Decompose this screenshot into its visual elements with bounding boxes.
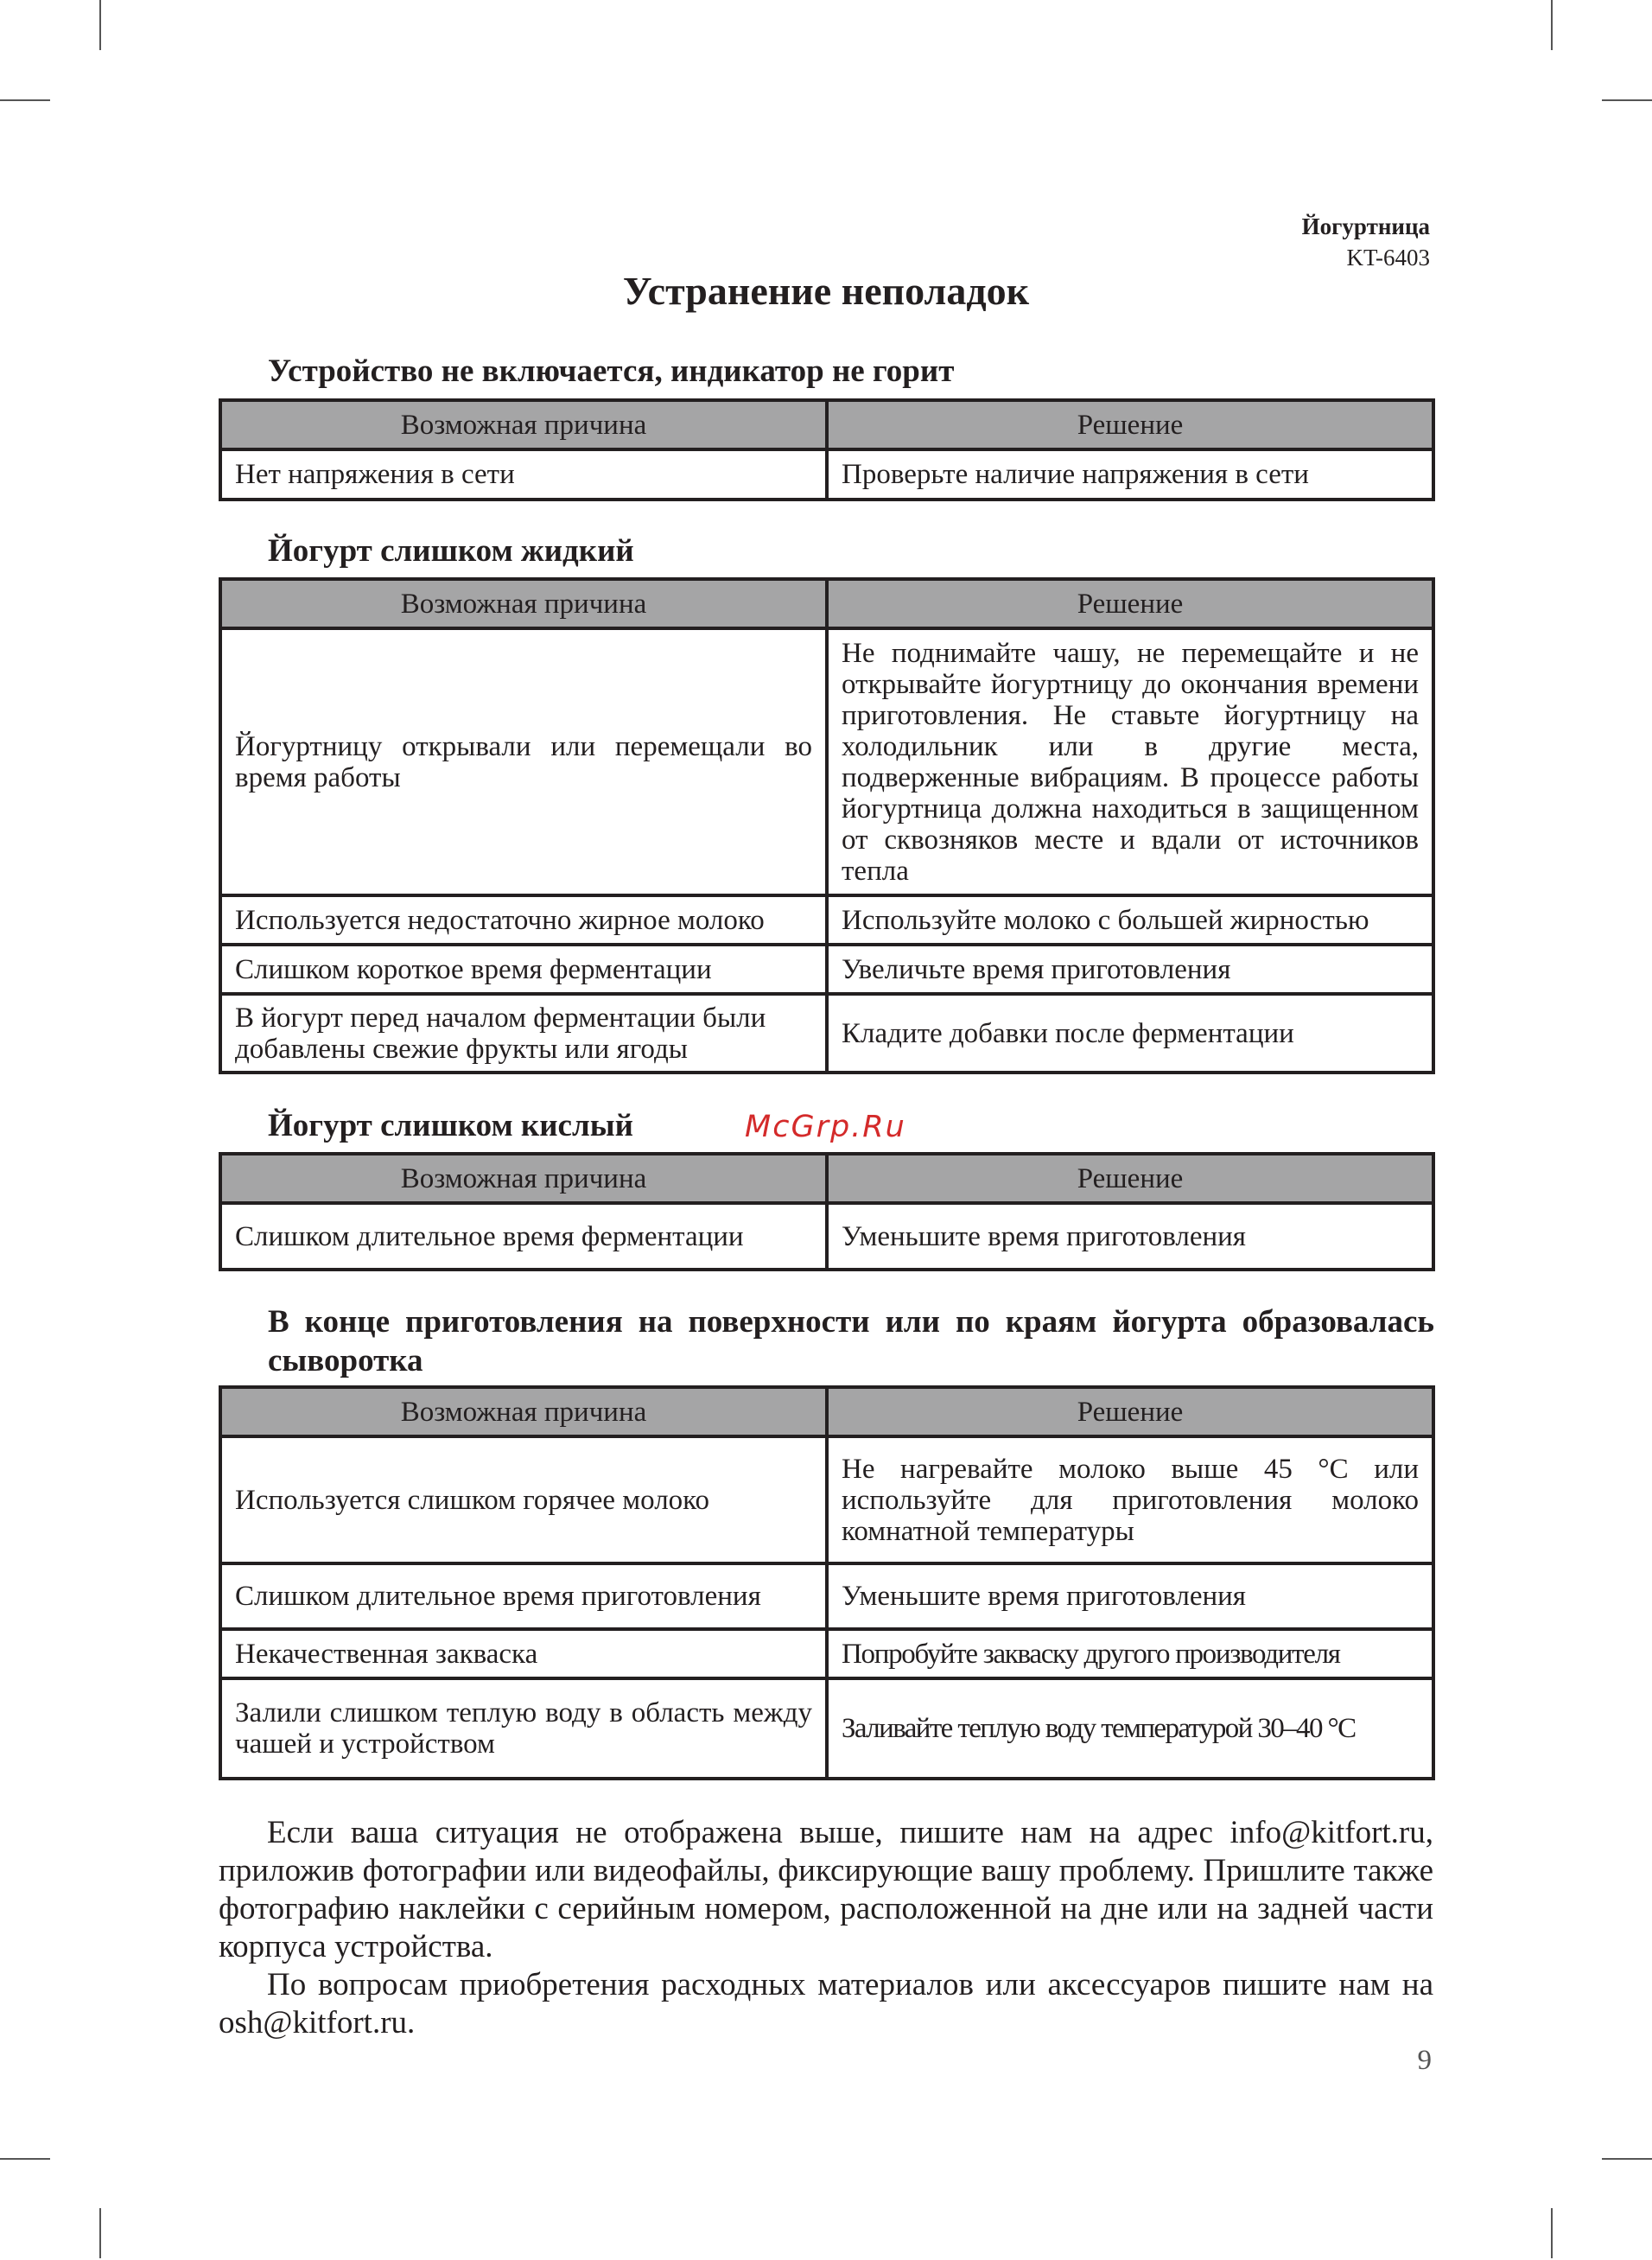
solution-cell: Уменьшите время приготовления [827, 1203, 1433, 1270]
cause-cell: Залили слишком теплую воду в область между чашей и устройством [220, 1678, 827, 1779]
column-header-cause: Возможная причина [220, 1154, 827, 1203]
table-row [220, 1678, 1433, 1779]
crop-mark [1602, 99, 1652, 101]
crop-mark [1602, 2158, 1652, 2160]
watermark-text: McGrp.Ru [745, 1110, 906, 1144]
crop-mark [0, 2158, 50, 2160]
cause-cell: Нет напряжения в сети [220, 449, 827, 500]
column-header-cause: Возможная причина [220, 579, 827, 628]
table-row [220, 945, 1433, 994]
solution-cell: Используйте молоко с большей жирностью [827, 895, 1433, 945]
cause-cell: Слишком короткое время ферментации [220, 945, 827, 994]
column-header-solution: Решение [827, 579, 1433, 628]
troubleshooting-table [219, 398, 1435, 501]
table-header-row [220, 400, 1433, 449]
solution-cell: Попробуйте закваску другого производителя [827, 1629, 1433, 1678]
table-row [220, 1436, 1433, 1563]
table-row [220, 1203, 1433, 1270]
cause-cell: Слишком длительное время ферментации [220, 1203, 827, 1270]
table-row [220, 449, 1433, 500]
column-header-cause: Возможная причина [220, 1387, 827, 1436]
troubleshooting-table [219, 577, 1435, 1074]
section-title: Йогурт слишком кислый [268, 1108, 633, 1143]
solution-cell: Увеличьте время приготовления [827, 945, 1433, 994]
table-row [220, 628, 1433, 895]
section-title: Йогурт слишком жидкий [268, 533, 634, 569]
crop-mark [1551, 2208, 1553, 2258]
solution-cell: Проверьте наличие напряжения в сети [827, 449, 1433, 500]
crop-mark [1551, 0, 1553, 50]
table-row [220, 1629, 1433, 1678]
troubleshooting-table [219, 1152, 1435, 1271]
contact-paragraph: Если ваша ситуация не отображена выше, пишите нам на адрес info@kitfort.ru, приложив фотографии или видеофайлы, фиксирующие вашу проблему. Пришлите также фотографию наклейки с серийным номером, расположенной на дне или на задней части корпуса устройства. [219, 1815, 1433, 1964]
cause-cell: Йогуртницу открывали или перемещали во время работы [220, 628, 827, 895]
cause-cell: Используется слишком горячее молоко [220, 1436, 827, 1563]
crop-mark [99, 2208, 101, 2258]
cause-cell: В йогурт перед началом ферментации были добавлены свежие фрукты или ягоды [220, 994, 827, 1073]
column-header-cause: Возможная причина [220, 400, 827, 449]
header-model: KT-6403 [1346, 245, 1430, 271]
table-row [220, 895, 1433, 945]
table-header-row [220, 1154, 1433, 1203]
table-row [220, 994, 1433, 1073]
table-header-row [220, 579, 1433, 628]
section-title: Устройство не включается, индикатор не горит [268, 353, 955, 389]
solution-cell: Уменьшите время приготовления [827, 1563, 1433, 1629]
solution-cell: Не поднимайте чашу, не перемещайте и не открывайте йогуртницу до окончания времени приготовления. Не ставьте йогуртницу на холодильник или в другие места, подверженные вибрациям. В процессе работы йогуртница должна находиться в защищенном от сквозняков месте и вдали от источников тепла [827, 628, 1433, 895]
cause-cell: Слишком длительное время приготовления [220, 1563, 827, 1629]
column-header-solution: Решение [827, 1387, 1433, 1436]
crop-mark [0, 99, 50, 101]
page-number: 9 [1417, 2045, 1432, 2076]
accessories-paragraph: По вопросам приобретения расходных материалов или аксессуаров пишите нам на osh@kitfort.ru. [219, 1967, 1433, 2040]
column-header-solution: Решение [827, 400, 1433, 449]
cause-cell: Используется недостаточно жирное молоко [220, 895, 827, 945]
page-title: Устранение неполадок [622, 269, 1030, 313]
section-title: В конце приготовления на поверхности или по краям йогурта образовалась сыворотка [268, 1304, 1434, 1378]
solution-cell: Не нагревайте молоко выше 45 °C или используйте для приготовления молоко комнатной температуры [827, 1436, 1433, 1563]
table-row [220, 1563, 1433, 1629]
crop-mark [99, 0, 101, 50]
header-product: Йогуртница [1301, 213, 1430, 239]
cause-cell: Некачественная закваска [220, 1629, 827, 1678]
solution-cell: Кладите добавки после ферментации [827, 994, 1433, 1073]
troubleshooting-table [219, 1385, 1435, 1780]
solution-cell: Заливайте теплую воду температурой 30–40 °C [827, 1678, 1433, 1779]
column-header-solution: Решение [827, 1154, 1433, 1203]
table-header-row [220, 1387, 1433, 1436]
